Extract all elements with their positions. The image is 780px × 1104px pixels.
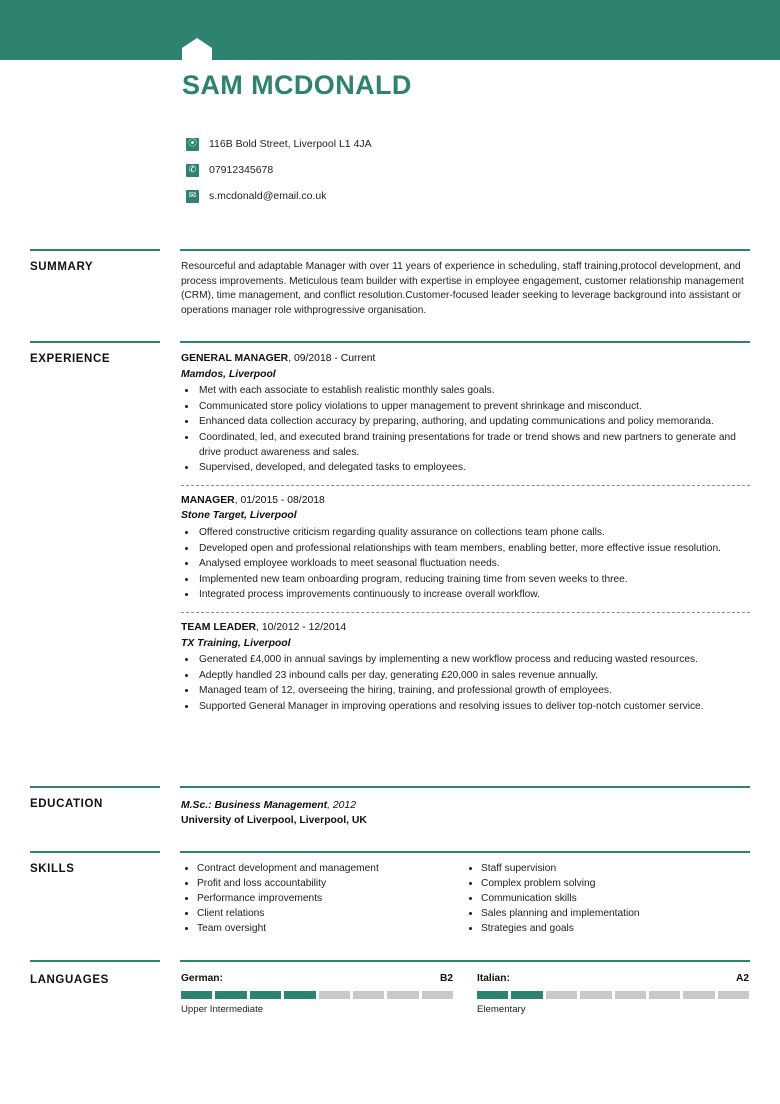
language-caption: Upper Intermediate	[181, 1003, 264, 1015]
education-institution: University of Liverpool, Liverpool, UK	[181, 815, 367, 826]
languages-body	[181, 972, 750, 1017]
list-item: • Team oversight	[197, 922, 465, 937]
language-item-italian	[477, 972, 749, 1017]
job-dates: , 10/2012 - 12/2014	[256, 621, 347, 633]
job-role: TEAM LEADER	[181, 621, 257, 633]
list-item: • Coordinated, led, and executed brand training presentations for trade or trend shows and new partners to generate and drive product awareness and sales.	[197, 431, 750, 460]
header-accent-band	[0, 0, 780, 60]
education-rule-right	[180, 786, 750, 788]
job-role: GENERAL MANAGER	[181, 353, 289, 364]
contact-phone-row	[186, 157, 666, 183]
list-item: • Developed open and professional relationships with team members, enabling better, more effective issue resolution.	[197, 542, 750, 557]
bar-segment	[477, 991, 508, 999]
list-item: • Implemented new team onboarding program, reducing training time from seven weeks to three.	[197, 573, 750, 588]
experience-rule-right	[180, 341, 750, 343]
header-ribbon-tab	[182, 0, 212, 38]
summary-text: Resourceful and adaptable Manager with over 11 years of experience in scheduling, staff training,protocol development, and process improvements. Meticulous team builder with expertise in employee engagement, customer relationship management (CRM), time management, and conflict resolution.Customer-focused leader seeking to leverage background into assistant or operations manager role withprogressive organisation.	[181, 261, 744, 316]
list-item: • Communicated store policy violations to upper management to prevent shrinkage and misconduct.	[197, 400, 750, 415]
contact-email-text: s.mcdonald@email.co.uk	[209, 190, 327, 202]
education-degree-line	[181, 798, 750, 813]
bar-segment	[718, 991, 749, 999]
envelope-icon: ✉	[186, 190, 199, 203]
contact-address-text: 116B Bold Street, Liverpool L1 4JA	[209, 138, 372, 150]
job-title	[181, 494, 750, 509]
education-year: , 2012	[327, 800, 356, 811]
list-item: • Supported General Manager in improving operations and resolving issues to deliver top-notch customer service.	[197, 700, 750, 715]
list-item: • Profit and loss accountability	[197, 877, 465, 892]
bar-segment	[319, 991, 350, 999]
job-bullets	[181, 384, 750, 476]
language-item-german	[181, 972, 453, 1017]
language-proficiency-bar	[181, 991, 453, 999]
languages-rule-right	[180, 960, 750, 962]
experience-item	[181, 621, 750, 715]
language-name: German:	[181, 973, 223, 984]
experience-item	[181, 352, 750, 476]
list-item: • Sales planning and implementation	[481, 907, 749, 922]
list-item: • Contract development and management	[197, 862, 465, 877]
language-level-badge: A2	[735, 973, 749, 984]
summary-rule-right	[180, 249, 750, 251]
list-item: • Complex problem solving	[481, 877, 749, 892]
education-degree: M.Sc.: Business Management	[181, 800, 328, 811]
experience-separator	[181, 612, 750, 613]
experience-rule-left	[30, 341, 160, 343]
skills-column-left	[181, 862, 465, 937]
experience-body	[181, 352, 750, 718]
job-company: Mamdos, Liverpool	[181, 368, 276, 380]
education-body	[181, 798, 750, 828]
languages-rule-left	[30, 960, 160, 962]
bar-segment	[546, 991, 577, 999]
list-item: • Integrated process improvements continuously to increase overall workflow.	[197, 588, 750, 603]
location-pin-icon: ⦿	[187, 138, 197, 149]
experience-item	[181, 494, 750, 603]
language-name: Italian:	[477, 973, 510, 984]
bar-segment	[683, 991, 714, 999]
skills-rule-left	[30, 851, 160, 853]
language-level-badge: B2	[439, 973, 453, 984]
job-title	[181, 352, 750, 367]
bar-segment	[181, 991, 212, 999]
bar-segment	[422, 991, 453, 999]
skills-body	[181, 862, 750, 937]
bar-segment	[580, 991, 611, 999]
list-item: • Managed team of 12, overseeing the hiring, training, and professional growth of employees.	[197, 684, 750, 699]
bar-segment	[215, 991, 246, 999]
bar-segment	[250, 991, 281, 999]
contact-email-row	[186, 183, 666, 209]
list-item: • Communication skills	[481, 892, 749, 907]
education-rule-left	[30, 786, 160, 788]
list-item: • Met with each associate to establish realistic monthly sales goals.	[197, 384, 750, 399]
job-bullets	[181, 526, 750, 603]
list-item: • Client relations	[197, 907, 465, 922]
contact-phone-text: 07912345678	[209, 164, 274, 176]
section-title-experience: EXPERIENCE	[30, 353, 111, 365]
section-title-skills: SKILLS	[30, 863, 75, 875]
bar-segment	[387, 991, 418, 999]
list-item: • Offered constructive criticism regarding quality assurance on collections team phone calls.	[197, 526, 750, 541]
experience-separator	[181, 485, 750, 486]
skills-column-right	[465, 862, 749, 937]
job-company: Stone Target, Liverpool	[181, 510, 297, 522]
page-title: SAM MCDONALD	[182, 70, 412, 100]
language-caption: Elementary	[477, 1003, 526, 1015]
bar-segment	[353, 991, 384, 999]
list-item: • Enhanced data collection accuracy by preparing, authoring, and updating communications and policy memoranda.	[197, 415, 750, 430]
job-company: TX Training, Liverpool	[181, 637, 291, 649]
job-role: MANAGER	[181, 494, 235, 506]
bar-segment	[511, 991, 542, 999]
list-item: • Analysed employee workloads to meet seasonal fluctuation needs.	[197, 557, 750, 572]
phone-icon: ✆	[186, 164, 199, 177]
bar-segment	[649, 991, 680, 999]
list-item: • Supervised, developed, and delegated tasks to employees.	[197, 461, 750, 476]
summary-rule-left	[30, 249, 160, 251]
list-item: • Adeptly handled 23 inbound calls per day, generating £20,000 in sales revenue annually.	[197, 669, 750, 684]
skills-rule-right	[180, 851, 750, 853]
list-item: • Performance improvements	[197, 892, 465, 907]
bar-segment	[284, 991, 315, 999]
job-bullets	[181, 653, 750, 714]
contact-block	[186, 131, 666, 209]
section-title-languages: LANGUAGES	[30, 974, 109, 986]
list-item: • Staff supervision	[481, 862, 749, 877]
contact-address-row	[186, 131, 666, 157]
job-title	[181, 621, 750, 636]
list-item: • Generated £4,000 in annual savings by implementing a new workflow process and reducing wasted resources.	[197, 653, 750, 668]
summary-body	[181, 260, 750, 318]
job-dates: , 09/2018 - Current	[288, 353, 376, 364]
job-dates: , 01/2015 - 08/2018	[234, 494, 325, 506]
bar-segment	[615, 991, 646, 999]
section-title-education: EDUCATION	[30, 798, 103, 810]
language-proficiency-bar	[477, 991, 749, 999]
list-item: • Strategies and goals	[481, 922, 749, 937]
section-title-summary: SUMMARY	[30, 261, 94, 273]
